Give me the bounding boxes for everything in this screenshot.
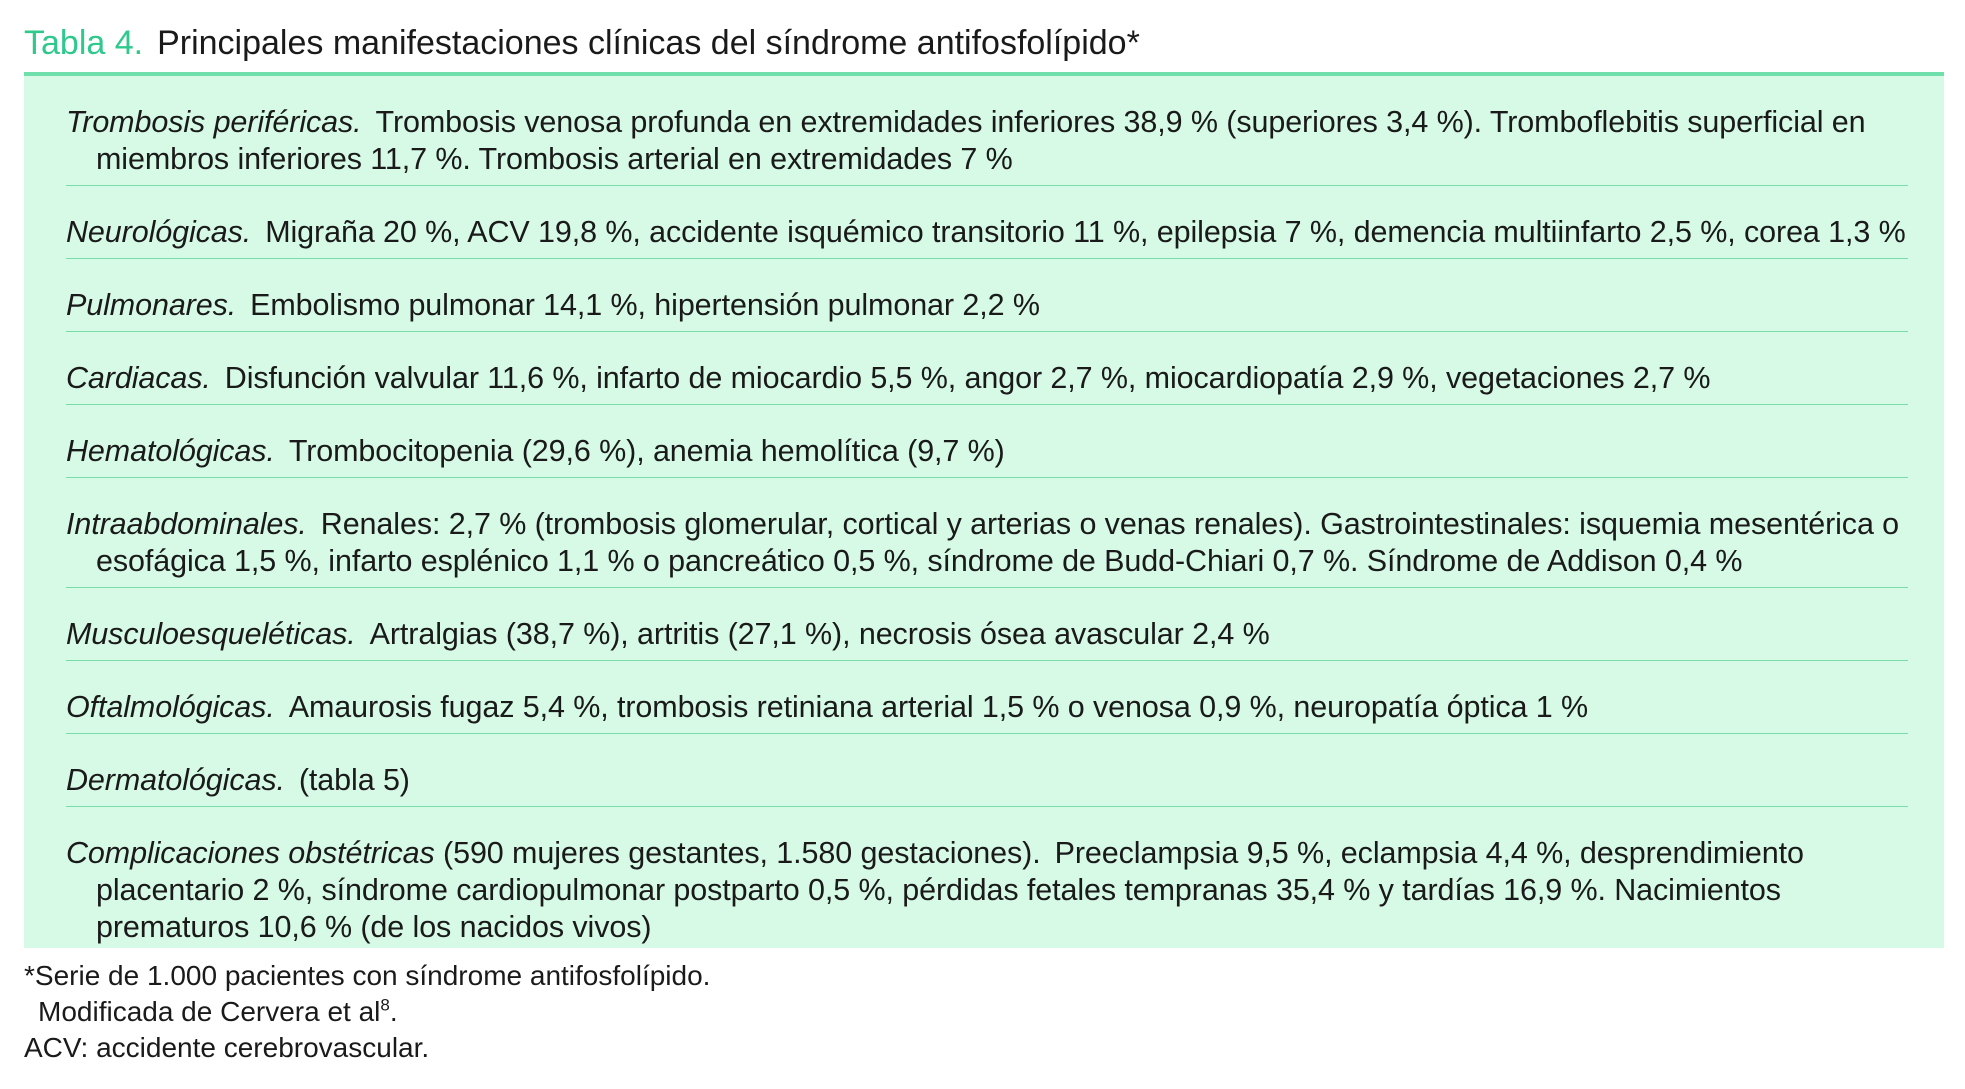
table-number: Tabla 4. [24,24,144,62]
table-row [66,332,1908,405]
row-category: Dermatológicas. [66,763,285,797]
footnote-source [24,994,710,1030]
footnote-source-text: Modificada de Cervera et al [38,996,381,1027]
row-text: Embolismo pulmonar 14,1 %, hipertensión pulmonar 2,2 % [250,288,1040,322]
table-row [66,186,1908,259]
manifestations-table [24,72,1944,948]
table-row [66,734,1908,807]
row-category: Pulmonares. [66,288,237,322]
row-category: Musculoesqueléticas. [66,617,356,651]
row-text: Disfunción valvular 11,6 %, infarto de miocardio 5,5 %, angor 2,7 %, miocardiopatía 2,9 %, vegetaciones 2,7 % [224,361,1711,395]
table-footnotes [24,958,710,1066]
row-text: Preeclampsia 9,5 %, eclampsia 4,4 %, desprendimiento placentario 2 %, síndrome cardiopulmonar postparto 0,5 %, pérdidas fetales tempranas 35,4 % y tardías 16,9 %. Nacimientos prematuros 10,6 % (de los nacidos vivos) [96,836,1804,944]
table-caption: Principales manifestaciones clínicas del síndrome antifosfolípido* [157,24,1140,62]
row-category: Hematológicas. [66,434,275,468]
table-row [66,76,1908,186]
table-row [66,478,1908,588]
table-row [66,661,1908,734]
footnote-series: *Serie de 1.000 pacientes con síndrome antifosfolípido. [24,960,711,991]
row-category-extra: (590 mujeres gestantes, 1.580 gestaciones). [434,836,1041,870]
row-category: Intraabdominales. [66,507,307,541]
footnote-abbreviation: ACV: accidente cerebrovascular. [24,1032,430,1063]
row-text: Trombocitopenia (29,6 %), anemia hemolítica (9,7 %) [288,434,1005,468]
table-row [66,807,1908,953]
row-category: Oftalmológicas. [66,690,275,724]
footnote-source-end: . [389,996,398,1027]
row-text: Migraña 20 %, ACV 19,8 %, accidente isquémico transitorio 11 %, epilepsia 7 %, demencia multiinfarto 2,5 %, corea 1,3 % [265,215,1906,249]
table-title [24,18,1140,68]
row-text: (tabla 5) [298,763,410,797]
row-category: Neurológicas. [66,215,252,249]
row-text: Trombosis venosa profunda en extremidades inferiores 38,9 % (superiores 3,4 %). Tromboflebitis superficial en miembros inferiores 11,7 %. Trombosis arterial en extremidades 7 % [96,105,1866,176]
table-row [66,405,1908,478]
footnote-reference: 8 [380,995,390,1015]
row-category: Trombosis periféricas. [66,105,362,139]
row-text: Amaurosis fugaz 5,4 %, trombosis retiniana arterial 1,5 % o venosa 0,9 %, neuropatía óptica 1 % [288,690,1589,724]
table-row [66,259,1908,332]
row-text: Artralgias (38,7 %), artritis (27,1 %), necrosis ósea avascular 2,4 % [369,617,1270,651]
table-row [66,588,1908,661]
row-category: Complicaciones obstétricas [66,836,435,870]
row-category: Cardiacas. [66,361,211,395]
row-text: Renales: 2,7 % (trombosis glomerular, cortical y arterias o venas renales). Gastrointestinales: isquemia mesentérica o esofágica 1,5 %, infarto esplénico 1,1 % o pancreático 0,5 %, síndrome de Budd-Chiari 0,7 %. Síndrome de Addison 0,4 % [96,507,1900,578]
